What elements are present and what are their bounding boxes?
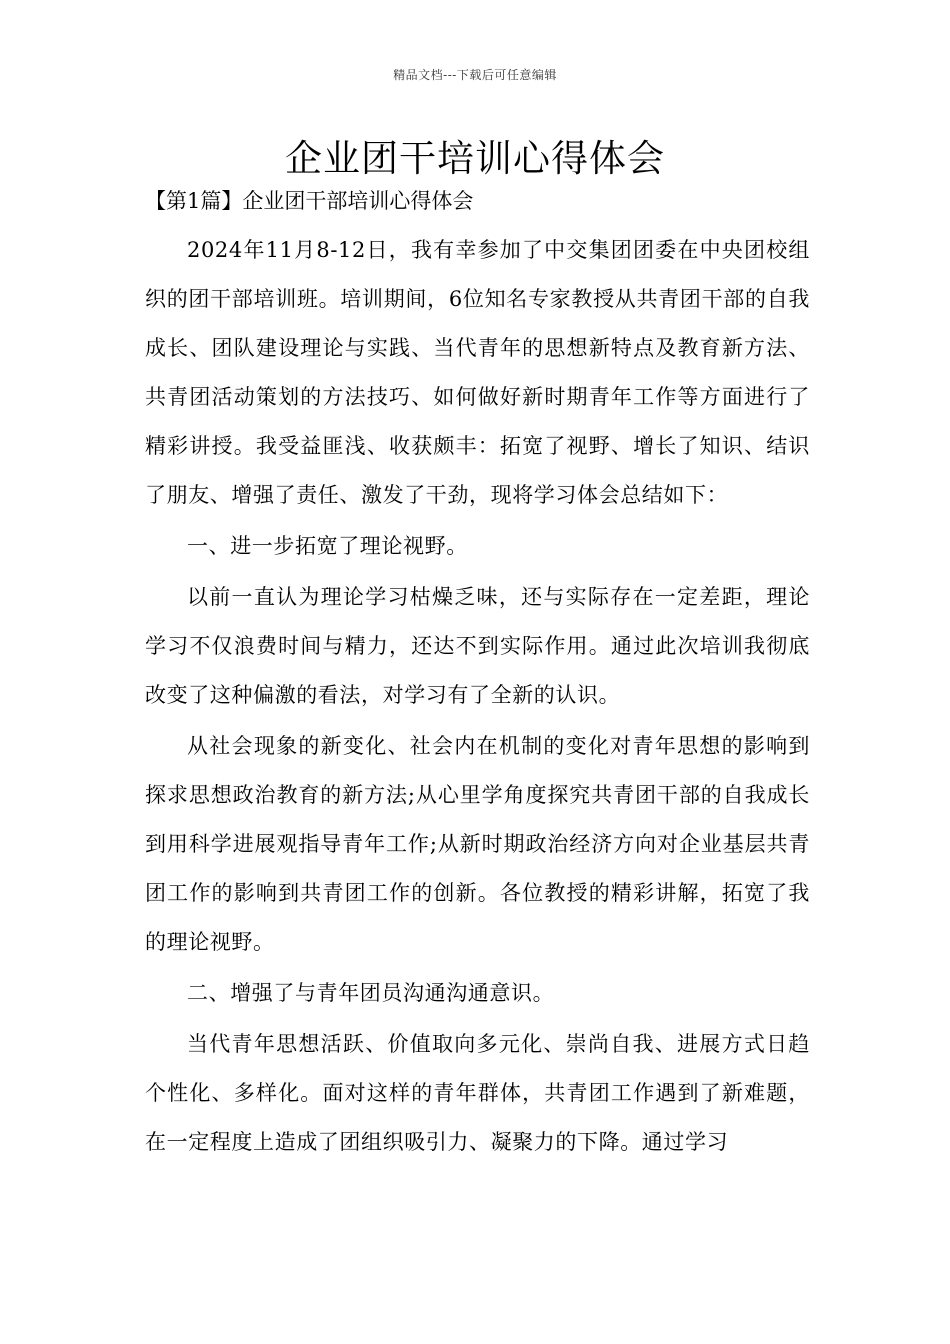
- section-heading: 二、增强了与青年团员沟通沟通意识。: [187, 981, 555, 1005]
- document-body: [145, 226, 810, 1169]
- paragraph: 2024年11月8-12日，我有幸参加了中交集团团委在中央团校组织的团干部培训班。培训期间，6位知名专家教授从共青团干部的自我成长、团队建设理论与实践、当代青年的思想新特点及教育新方法、共青团活动策划的方法技巧、如何做好新时期青年工作等方面进行了精彩讲授。我受益匪浅、收获颇丰：拓宽了视野、增长了知识、结识了朋友、增强了责任、激发了干劲，现将学习体会总结如下：: [145, 238, 810, 507]
- section-heading: 一、进一步拓宽了理论视野。: [187, 534, 468, 558]
- header-note: 精品文档---下载后可任意编辑: [393, 68, 557, 82]
- paragraph: 从社会现象的新变化、社会内在机制的变化对青年思想的影响到探求思想政治教育的新方法;从心里学角度探究共青团干部的自我成长到用科学进展观指导青年工作;从新时期政治经济方向对企业基层共青团工作的影响到共青团工作的创新。各位教授的精彩讲解，拓宽了我的理论视野。: [145, 734, 810, 954]
- document-subtitle: 【第1篇】企业团干部培训心得体会: [145, 189, 474, 213]
- paragraph: 以前一直认为理论学习枯燥乏味，还与实际存在一定差距，理论学习不仅浪费时间与精力，还达不到实际作用。通过此次培训我彻底改变了这种偏激的看法，对学习有了全新的认识。: [145, 585, 810, 707]
- document-title: 企业团干培训心得体会: [285, 137, 665, 180]
- paragraph: 当代青年思想活跃、价值取向多元化、崇尚自我、进展方式日趋个性化、多样化。面对这样的青年群体，共青团工作遇到了新难题，在一定程度上造成了团组织吸引力、凝聚力的下降。通过学习: [145, 1032, 810, 1154]
